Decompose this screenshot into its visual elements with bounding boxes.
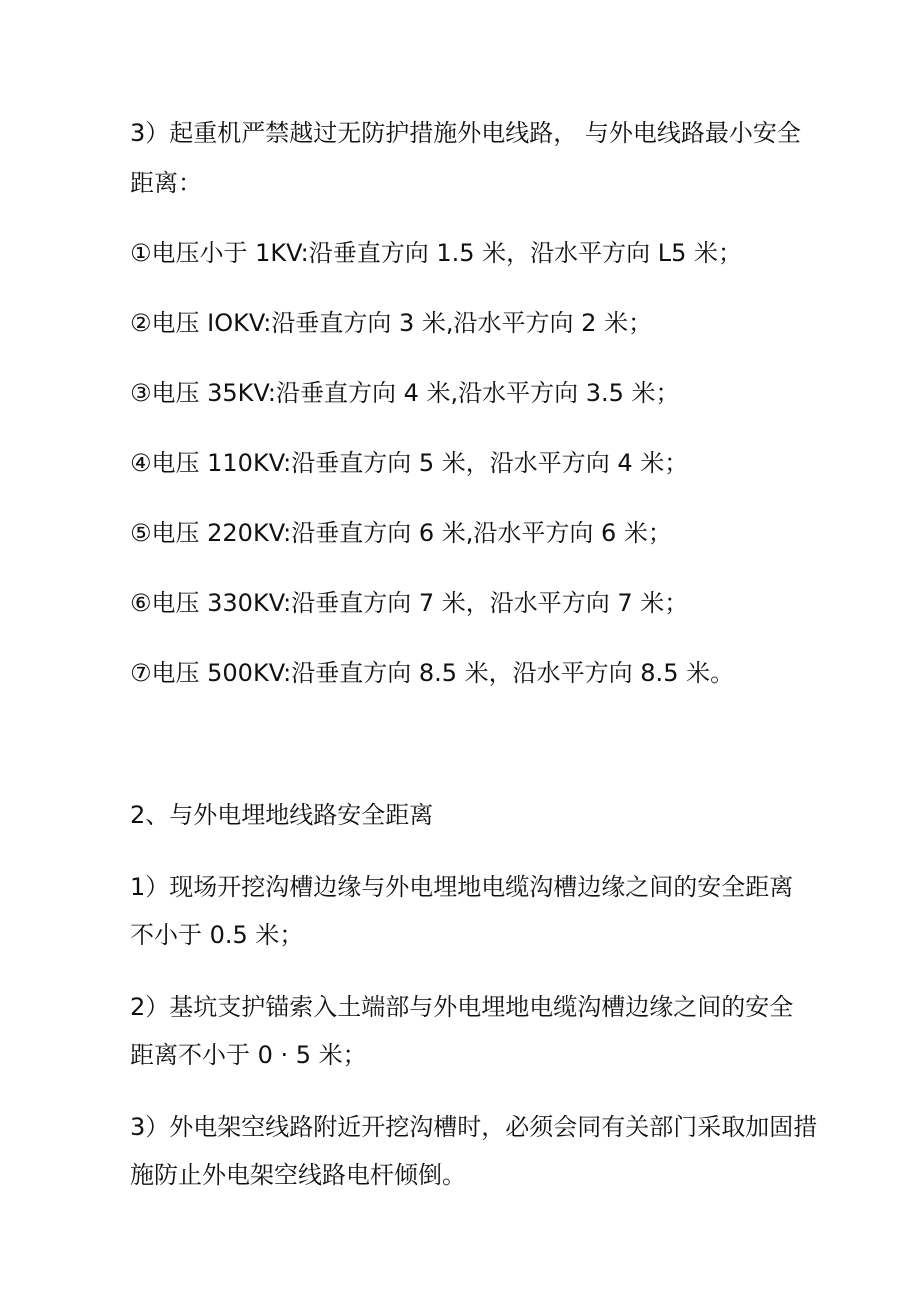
- text-line-overhead-pole-2: 施防止外电架空线路电杆倾倒。: [130, 1161, 466, 1189]
- text-line-trench-clearance-2: 不小于 0.5 米；: [130, 921, 304, 949]
- text-line-voltage-110kv: ④电压 110KV:沿垂直方向 5 米，沿水平方向 4 米；: [130, 449, 689, 477]
- text-line-trench-clearance-1: 1）现场开挖沟槽边缘与外电埋地电缆沟槽边缘之间的安全距离: [130, 873, 794, 901]
- text-line-crane-clearance-heading-2: 距离：: [130, 169, 202, 197]
- text-line-anchor-clearance-2: 距离不小于 0 · 5 米；: [130, 1041, 367, 1069]
- text-line-anchor-clearance-1: 2）基坑支护锚索入土端部与外电埋地电缆沟槽边缘之间的安全: [130, 993, 794, 1021]
- text-line-voltage-10kv: ②电压 IOKV:沿垂直方向 3 米,沿水平方向 2 米；: [130, 309, 653, 337]
- text-line-voltage-500kv: ⑦电压 500KV:沿垂直方向 8.5 米，沿水平方向 8.5 米。: [130, 659, 735, 687]
- text-line-voltage-35kv: ③电压 35KV:沿垂直方向 4 米,沿水平方向 3.5 米；: [130, 379, 680, 407]
- text-line-voltage-220kv: ⑤电压 220KV:沿垂直方向 6 米,沿水平方向 6 米；: [130, 519, 672, 547]
- text-line-voltage-330kv: ⑥电压 330KV:沿垂直方向 7 米，沿水平方向 7 米；: [130, 589, 689, 617]
- text-line-crane-clearance-heading-1: 3）起重机严禁越过无防护措施外电线路， 与外电线路最小安全: [130, 119, 801, 147]
- section-heading-underground: 2、与外电埋地线路安全距离: [130, 801, 434, 829]
- text-line-voltage-1kv: ①电压小于 1KV:沿垂直方向 1.5 米，沿水平方向 L5 米；: [130, 239, 743, 267]
- text-line-overhead-pole-1: 3）外电架空线路附近开挖沟槽时，必须会同有关部门采取加固措: [130, 1113, 818, 1141]
